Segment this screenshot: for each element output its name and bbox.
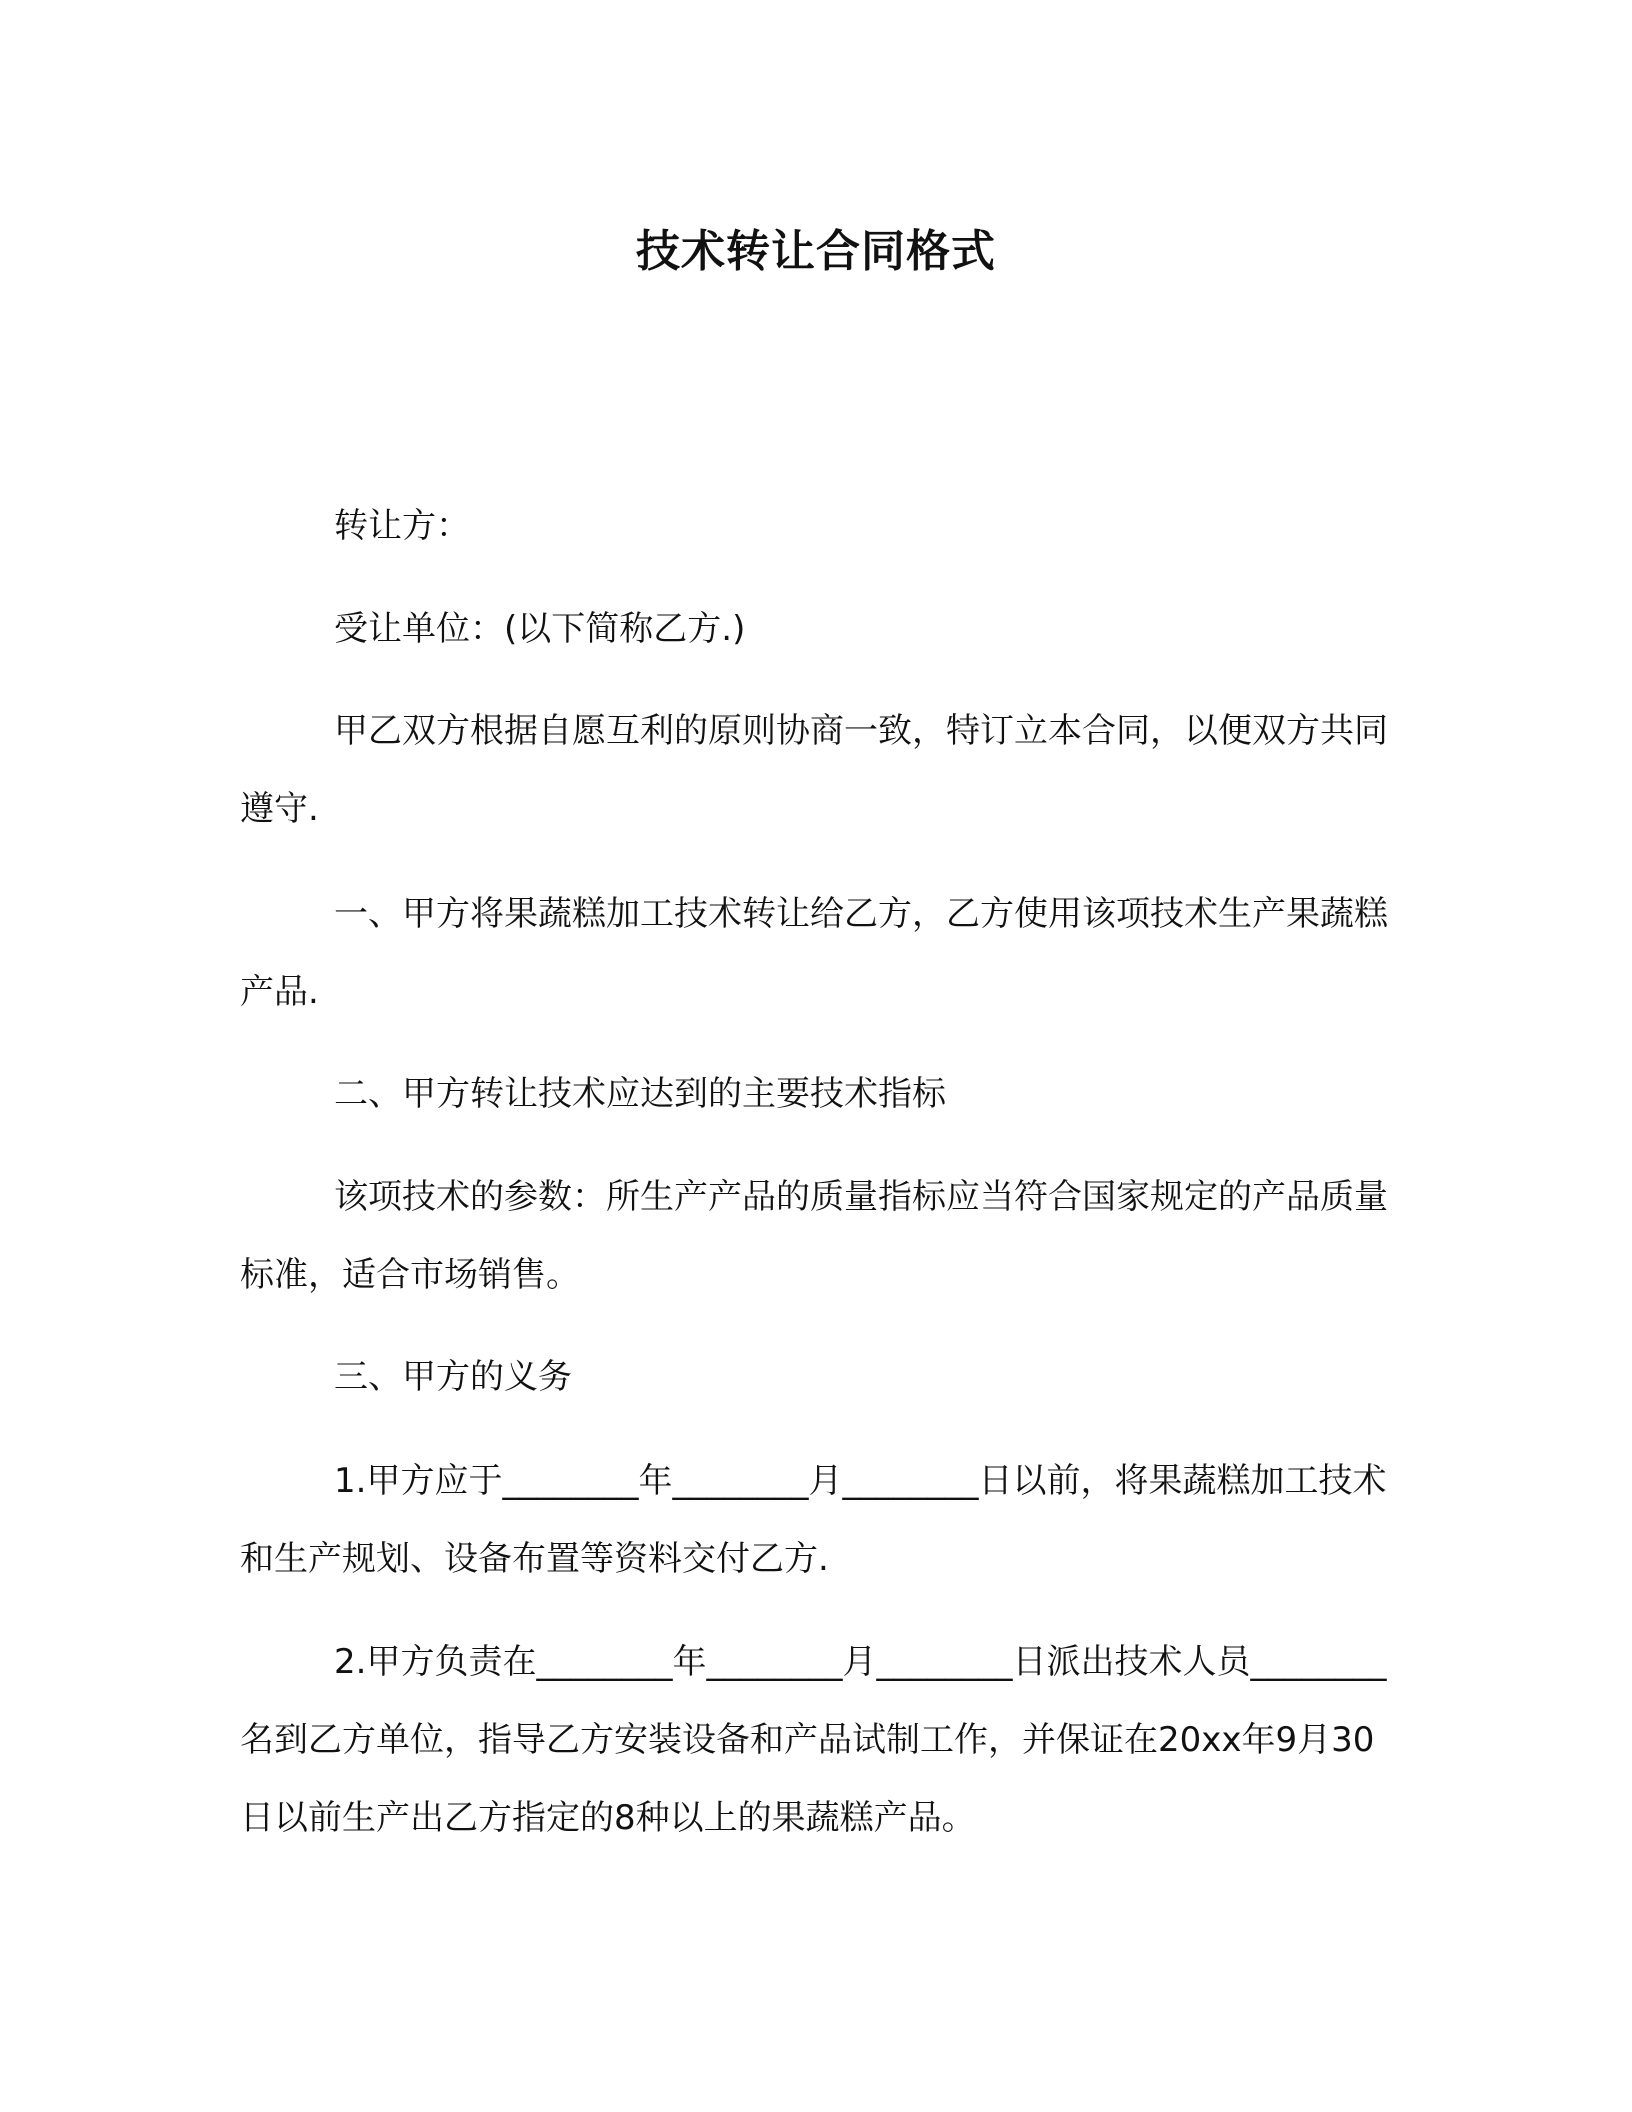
clause-3-heading: 三、甲方的义务 — [334, 1357, 572, 1397]
clause-1: 一、甲方将果蔬糕加工技术转让给乙方，乙方使用该项技术生产果蔬糕产品. — [240, 894, 1388, 1012]
clause-3-item-2: 2.甲方负责在________年________月________日派出技术人员________名到乙方单位，指导乙方安装设备和产品试制工作，并保证在20xx年9月30日以前生产出乙方指定的8种以上的果蔬糕产品。 — [240, 1642, 1387, 1838]
preamble-paragraph: 甲乙双方根据自愿互利的原则协商一致，特订立本合同，以便双方共同遵守. — [240, 711, 1388, 829]
transferor-line: 转让方： — [334, 506, 470, 546]
transferee-line: 受让单位：(以下简称乙方.) — [334, 609, 746, 649]
clause-2-body: 该项技术的参数：所生产产品的质量指标应当符合国家规定的产品质量标准，适合市场销售。 — [240, 1177, 1388, 1295]
document-title: 技术转让合同格式 — [636, 226, 996, 277]
clause-3-item-1: 1.甲方应于________年________月________日以前，将果蔬糕加工技术和生产规划、设备布置等资料交付乙方. — [240, 1461, 1387, 1579]
clause-2-heading: 二、甲方转让技术应达到的主要技术指标 — [334, 1074, 946, 1114]
